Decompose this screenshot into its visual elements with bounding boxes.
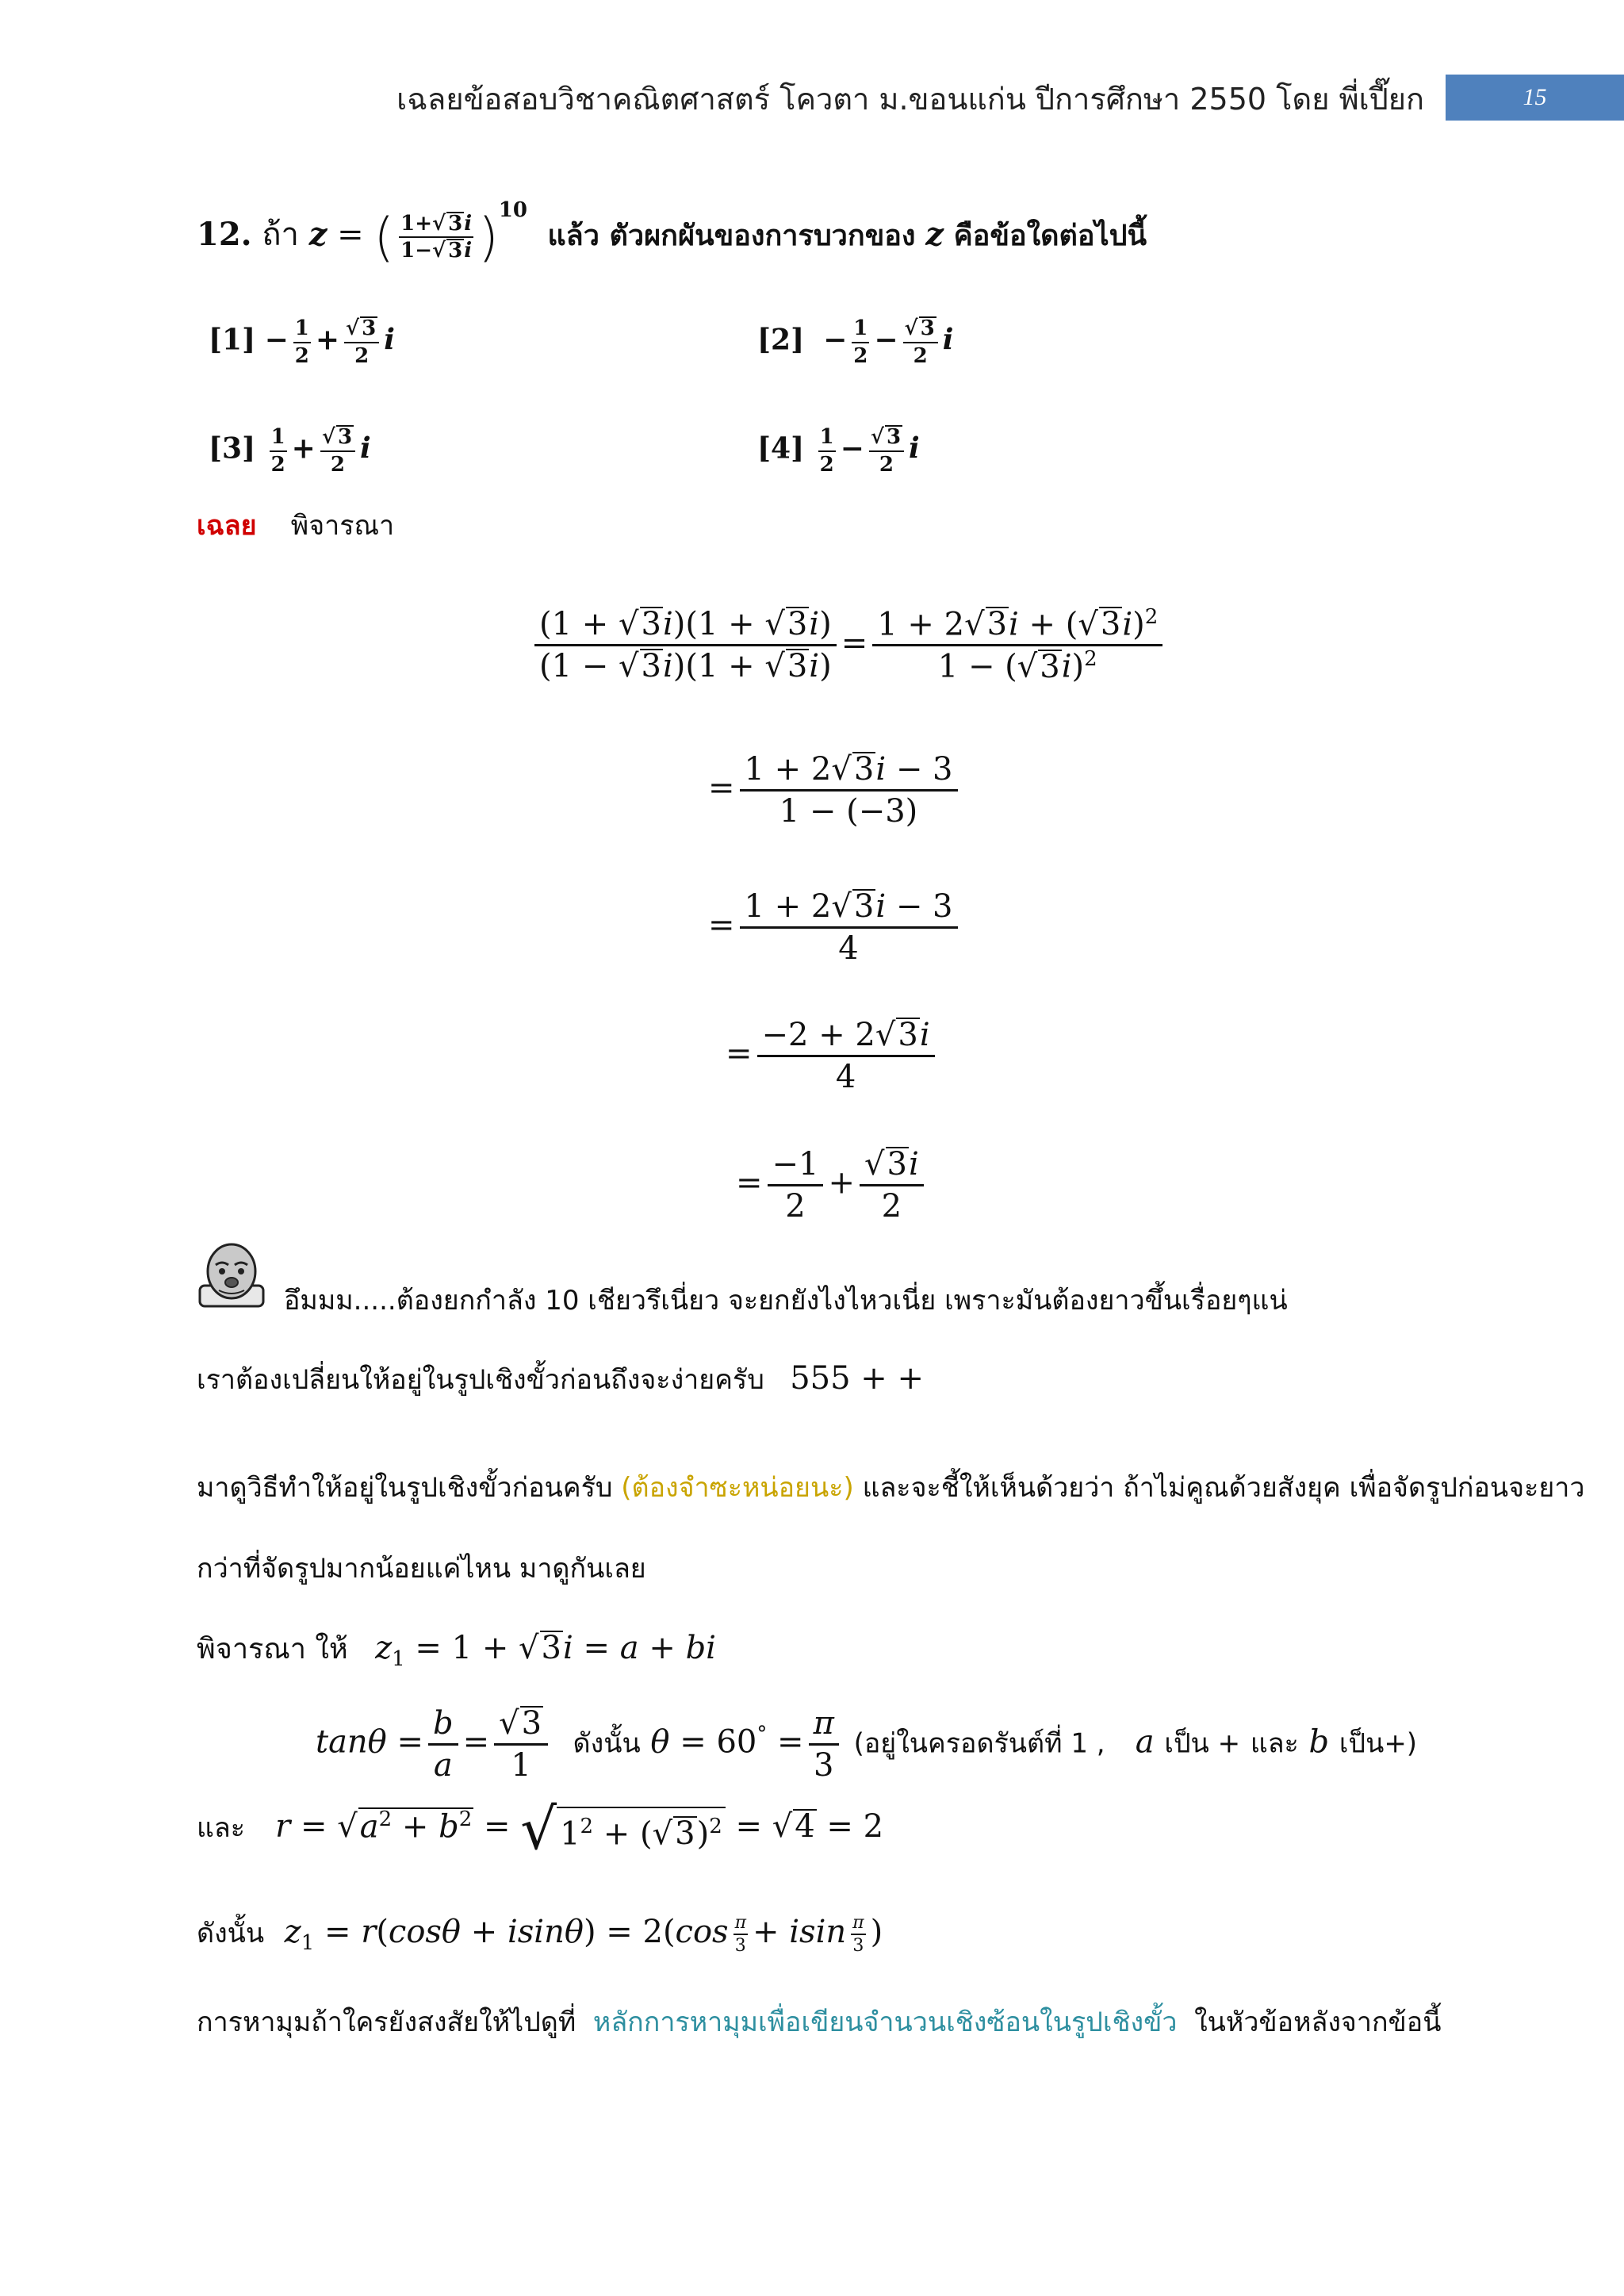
- footer-note-a: การหามุมถ้าใครยังสงสัยให้ไปดูที่: [197, 2007, 576, 2038]
- answer-heading: [197, 504, 394, 546]
- math-z-2: z: [925, 216, 944, 253]
- method-line-2: กว่าที่จัดรูปมากน้อยแค่ไหน มาดูกันเลย: [197, 1553, 646, 1585]
- tan-therefore: ดังนั้น: [573, 1727, 641, 1760]
- header-title: เฉลยข้อสอบวิชาคณิตศาสตร์ โควตา ม.ขอนแก่น ปีการศึกษา 2550 โดย พี่เปี๊ยก: [396, 82, 1424, 117]
- question-tail: แล้ว ตัวผกผันของการบวกของ: [547, 220, 916, 252]
- option-1-label: [1]: [209, 323, 256, 357]
- modulus-line: และ $r = √a^2 + b^2$ = √ $1^2 + (√3)^2$ = √4 = 2: [197, 1796, 884, 1862]
- angle-method-link[interactable]: หลักการหามุมเพื่อเขียนจำนวนเชิงซ้อนในรูปเชิงขั้ว: [592, 2007, 1178, 2038]
- answer-label: เฉลย: [197, 510, 257, 542]
- let-z1-label: พิจารณา ให้: [197, 1633, 348, 1665]
- bald-face-emoticon-icon: [198, 1241, 265, 1311]
- question-lead: ถ้า: [262, 217, 299, 253]
- polar-form-line: ดังนั้น $z_1 = r(\cos\theta + isin\theta) = 2(\cos$ $\frac{\pi}{3}$ + isin $\frac{\pi}{3}$ ): [197, 1912, 883, 1956]
- page-number: 15: [1446, 75, 1624, 121]
- option-4-label: [4]: [757, 431, 805, 466]
- option-2-label: [2]: [757, 323, 805, 357]
- option-4: [4] $\frac{1}{2}$ − $\frac{√ 3}{2}$ i: [757, 425, 920, 477]
- modulus-and: และ: [197, 1812, 246, 1844]
- remark-line-1: อึมมม.....ต้องยกกำลัง 10 เชียวรึเนี่ยว จะยกยังไงไหวเนี่ย เพราะมันต้องยาวขึ้นเรื่อยๆแน่: [284, 1285, 1288, 1317]
- quadrant-note: (อยู่ในครอดรันต์ที่ 1 ,: [853, 1727, 1105, 1760]
- tan-theta-line: tanθ = $\frac{b}{a}$ = $\frac{√3}{1}$ ดังนั้น θ = 60° = $\frac{\pi}{3}$ (อยู่ในครอดรันต์ที่ 1 , a เป็น + และ b เป็น+): [316, 1705, 1418, 1784]
- footer-note: [197, 2000, 1441, 2043]
- question-number: 12.: [197, 216, 252, 253]
- b-is-plus: เป็น+): [1339, 1727, 1418, 1760]
- quadrant-and: และ: [1250, 1727, 1299, 1760]
- polar-therefore: ดังนั้น: [197, 1918, 265, 1949]
- question-z-expression: ( $\frac{1+√ 3i}{1-√ 3i}$ )$^{10}$: [373, 198, 528, 268]
- let-z1-line: พิจารณา ให้ $z_1 = 1 + √3i = a$ + bi: [197, 1630, 716, 1671]
- remark-line-2-text: เราต้องเปลี่ยนให้อยู่ในรูปเชิงขั้วก่อนถึงจะง่ายครับ: [197, 1364, 764, 1396]
- question-line: 12. ถ้า z = ( $\frac{1+√ 3i}{1-√ 3i}$ )$^{10}$ แล้ว ตัวผกผันของการบวกของ z คือข้อใดต่อไปนี้: [197, 198, 1147, 268]
- method-highlight: (ต้องจำซะหน่อยนะ): [621, 1472, 854, 1504]
- method-line-1-b: และจะชี้ให้เห็นด้วยว่า ถ้าไม่คูณด้วยสังยุค เพื่อจัดรูปก่อนจะยาว: [862, 1472, 1585, 1504]
- answer-consider: พิจารณา: [290, 510, 395, 542]
- derivation-step-3: = $\frac{1 + 2√3i - 3}{4}$: [708, 887, 963, 968]
- derivation-step-5: = $\frac{-1}{2}$ + $\frac{√3i}{2}$: [736, 1144, 929, 1226]
- option-1: [1] − $\frac{1}{2}$ + $\frac{√ 3}{2}$ i: [209, 316, 395, 368]
- method-line-1-a: มาดูวิธีทำให้อยู่ในรูปเชิงขั้วก่อนครับ: [197, 1472, 613, 1504]
- option-3: [3] $\frac{1}{2}$ + $\frac{√ 3}{2}$ i: [209, 425, 371, 477]
- option-2: [2] − $\frac{1}{2}$ − $\frac{√ 3}{2}$ i: [757, 316, 954, 368]
- derivation-step-1: $\frac{(1 + √3i)(1 + √3i)}{(1 - √3i)(1 + √3i)}$ = $\frac{1 + 2√3i + (√3i)^2}{1 - (√3i)^2}$: [530, 604, 1167, 687]
- question-tail-end: คือข้อใดต่อไปนี้: [953, 220, 1147, 252]
- remark-line-2-math: 555 + +: [790, 1360, 925, 1397]
- a-is-plus: เป็น +: [1164, 1727, 1241, 1760]
- derivation-step-4: = $\frac{-2 + 2√3i}{4}$: [726, 1015, 940, 1097]
- remark-line-2: [197, 1358, 924, 1401]
- math-z: z: [308, 216, 327, 253]
- option-3-label: [3]: [209, 431, 256, 466]
- method-line-1: [197, 1466, 1584, 1508]
- footer-note-b: ในหัวข้อหลังจากข้อนี้: [1194, 2007, 1442, 2038]
- derivation-step-2: = $\frac{1 + 2√3i - 3}{1 - (-3)}$: [708, 749, 963, 831]
